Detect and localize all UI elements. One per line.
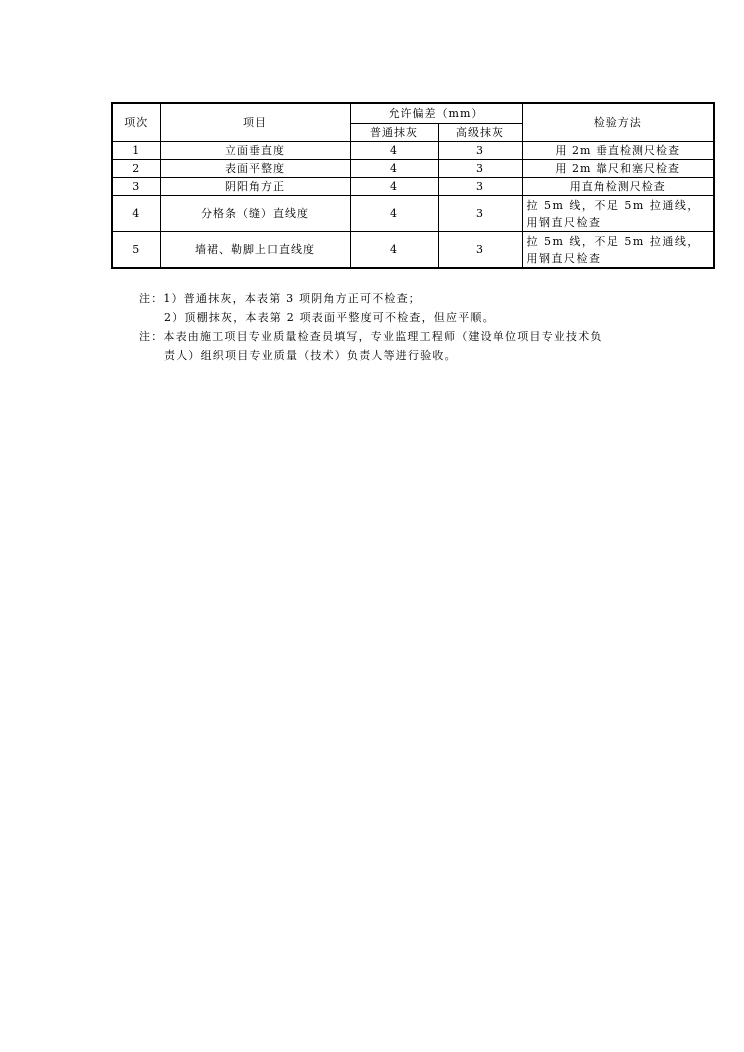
note-line-4: 责人）组织项目专业质量（技术）负责人等进行验收。 bbox=[164, 349, 457, 362]
row-method: 用直角检测尺检查 bbox=[522, 178, 714, 196]
row-advanced: 3 bbox=[438, 142, 522, 160]
table-row bbox=[112, 160, 714, 178]
row-index: 4 bbox=[112, 196, 160, 232]
table-row bbox=[112, 142, 714, 160]
notes-block bbox=[139, 289, 639, 365]
tolerance-table bbox=[111, 102, 715, 269]
table-row bbox=[112, 178, 714, 196]
row-index: 5 bbox=[112, 232, 160, 269]
header-item: 项目 bbox=[160, 103, 350, 142]
note-line-2: 2）顶棚抹灰，本表第 2 项表面平整度可不检查，但应平顺。 bbox=[164, 311, 495, 324]
header-ordinary: 普通抹灰 bbox=[350, 124, 438, 142]
row-item: 表面平整度 bbox=[160, 160, 350, 178]
table-row bbox=[112, 196, 714, 232]
table-header-row bbox=[112, 103, 714, 124]
header-advanced: 高级抹灰 bbox=[438, 124, 522, 142]
row-item: 阴阳角方正 bbox=[160, 178, 350, 196]
header-index: 项次 bbox=[112, 103, 160, 142]
row-method: 用 2m 垂直检测尺检查 bbox=[522, 142, 714, 160]
row-method: 用 2m 靠尺和塞尺检查 bbox=[522, 160, 714, 178]
note-line-1: 注：1）普通抹灰，本表第 3 项阴角方正可不检查； bbox=[139, 292, 421, 305]
row-index: 1 bbox=[112, 142, 160, 160]
note-line-3: 注：本表由施工项目专业质量检查员填写，专业监理工程师（建设单位项目专业技术负 bbox=[139, 330, 603, 343]
row-advanced: 3 bbox=[438, 160, 522, 178]
row-ordinary: 4 bbox=[350, 142, 438, 160]
row-item: 立面垂直度 bbox=[160, 142, 350, 160]
row-ordinary: 4 bbox=[350, 232, 438, 269]
row-advanced: 3 bbox=[438, 196, 522, 232]
row-index: 3 bbox=[112, 178, 160, 196]
row-index: 2 bbox=[112, 160, 160, 178]
row-method: 拉 5m 线，不足 5m 拉通线，用钢直尺检查 bbox=[522, 232, 714, 269]
row-item: 墙裙、勒脚上口直线度 bbox=[160, 232, 350, 269]
header-method: 检验方法 bbox=[522, 103, 714, 142]
header-deviation: 允许偏差（mm） bbox=[350, 103, 522, 124]
row-item: 分格条（缝）直线度 bbox=[160, 196, 350, 232]
row-ordinary: 4 bbox=[350, 160, 438, 178]
row-ordinary: 4 bbox=[350, 178, 438, 196]
row-ordinary: 4 bbox=[350, 196, 438, 232]
table-row bbox=[112, 232, 714, 269]
row-method: 拉 5m 线，不足 5m 拉通线，用钢直尺检查 bbox=[522, 196, 714, 232]
row-advanced: 3 bbox=[438, 178, 522, 196]
row-advanced: 3 bbox=[438, 232, 522, 269]
